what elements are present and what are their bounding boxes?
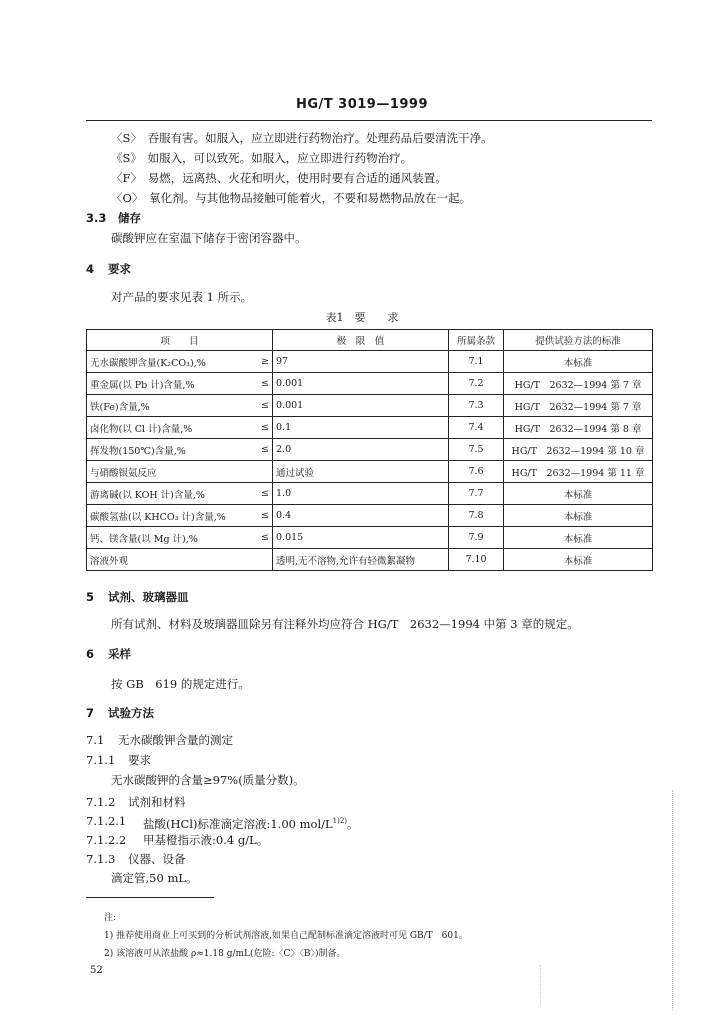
row-operator: ≤ xyxy=(253,505,273,527)
row-clause: 7.9 xyxy=(449,527,504,549)
row-item: 钙、镁含量(以 Mg 计),% xyxy=(87,527,253,549)
row-item: 卤化物(以 Cl 计)含量,% xyxy=(87,417,253,439)
section-7-1-3-title: 仪器、设备 xyxy=(128,852,186,866)
row-clause: 7.10 xyxy=(449,549,504,571)
row-method: 本标准 xyxy=(504,351,653,373)
page-header: HG/T 3019—1999 xyxy=(295,97,429,112)
row-limit: 0.001 xyxy=(273,373,449,395)
section-7-1-1-title: 要求 xyxy=(128,753,151,767)
safety-line-2: 《S》 如服入，可以致死。如服入，应立即进行药物治疗。 xyxy=(111,151,413,165)
row-operator: ≤ xyxy=(253,483,273,505)
row-operator: ≤ xyxy=(253,527,273,549)
row-limit: 1.0 xyxy=(273,483,449,505)
table-row xyxy=(87,439,653,461)
scan-edge-mark xyxy=(672,790,673,1010)
table-row xyxy=(87,351,653,373)
row-method: HG/T 2632—1994 第 7 章 xyxy=(504,395,653,417)
row-item: 与硝酸银氨反应 xyxy=(87,461,253,483)
row-operator: ≤ xyxy=(253,373,273,395)
safety-line-4: 〈O〉 氧化剂。与其他物品接触可能着火，不要和易燃物品放在一起。 xyxy=(111,191,472,205)
table-header-row xyxy=(87,330,653,351)
requirements-table xyxy=(86,329,653,571)
row-method: HG/T 2632—1994 第 11 章 xyxy=(504,461,653,483)
row-method: 本标准 xyxy=(504,483,653,505)
section-7-1-2-title: 试剂和材料 xyxy=(128,795,186,809)
section-7-1-3-number: 7.1.3 xyxy=(86,852,116,866)
table-row xyxy=(87,527,653,549)
row-clause: 7.8 xyxy=(449,505,504,527)
row-limit: 透明,无不溶物,允许有轻微絮凝物 xyxy=(273,549,449,571)
row-clause: 7.5 xyxy=(449,439,504,461)
row-item: 游离碱(以 KOH 计)含量,% xyxy=(87,483,253,505)
row-limit: 0.001 xyxy=(273,395,449,417)
row-limit: 2.0 xyxy=(273,439,449,461)
section-7-1-2-1-body xyxy=(143,814,359,831)
safety-line-3: 〈F〉 易燃，远离热、火花和明火，使用时要有合适的通风装置。 xyxy=(111,171,447,185)
table-row xyxy=(87,373,653,395)
page-number: 52 xyxy=(90,965,103,976)
table-row xyxy=(87,417,653,439)
footnote-rule xyxy=(86,897,214,898)
row-clause: 7.6 xyxy=(449,461,504,483)
table-row xyxy=(87,461,653,483)
header-method: 提供试验方法的标准 xyxy=(504,330,653,351)
row-method: HG/T 2632—1994 第 10 章 xyxy=(504,439,653,461)
header-limit: 极 限 值 xyxy=(273,330,449,351)
row-item: 溶液外观 xyxy=(87,549,253,571)
section-7-1-number: 7.1 xyxy=(86,733,105,747)
section-7-title: 试验方法 xyxy=(108,706,154,720)
section-6-title: 采样 xyxy=(108,647,131,661)
row-item: 碳酸氢盐(以 KHCO₃ 计)含量,% xyxy=(87,505,253,527)
section-5-number: 5 xyxy=(86,590,95,604)
section-7-1-1-body: 无水碳酸钾的含量≥97%(质量分数)。 xyxy=(111,773,305,787)
section-6-body: 按 GB 619 的规定进行。 xyxy=(111,677,250,691)
footnote-ref: 1)2) xyxy=(332,817,348,825)
header-clause: 所属条款 xyxy=(449,330,504,351)
row-item: 挥发物(150℃)含量,% xyxy=(87,439,253,461)
row-limit: 0.1 xyxy=(273,417,449,439)
section-7-1-2-1-tail: 。 xyxy=(347,816,359,831)
row-operator: ≥ xyxy=(253,351,273,373)
section-7-1-2-2-body: 甲基橙指示液:0.4 g/L。 xyxy=(143,833,269,847)
section-7-1-title: 无水碳酸钾含量的测定 xyxy=(118,733,233,747)
row-item: 铁(Fe)含量,% xyxy=(87,395,253,417)
footnote-1: 1) 推荐使用商业上可买到的分析试剂溶液,如果自己配制标准滴定溶液时可见 GB/T 601。 xyxy=(104,931,468,941)
section-7-1-2-1-text: 盐酸(HCl)标准滴定溶液:1.00 mol/L xyxy=(143,816,333,831)
table-row xyxy=(87,505,653,527)
row-method: HG/T 2632—1994 第 7 章 xyxy=(504,373,653,395)
row-method: 本标准 xyxy=(504,549,653,571)
section-6-number: 6 xyxy=(86,647,95,661)
row-limit: 97 xyxy=(273,351,449,373)
section-7-1-2-number: 7.1.2 xyxy=(86,795,116,809)
section-7-1-2-2-number: 7.1.2.2 xyxy=(86,833,127,847)
row-clause: 7.2 xyxy=(449,373,504,395)
footnote-2: 2) 该溶液可从浓盐酸 ρ≈1.18 g/mL(危险:〈C〉〈B〉)制备。 xyxy=(104,949,346,959)
section-5-body: 所有试剂、材料及玻璃器皿除另有注释外均应符合 HG/T 2632—1994 中第 3 章的规定。 xyxy=(111,617,579,631)
row-clause: 7.7 xyxy=(449,483,504,505)
section-4-body: 对产品的要求见表 1 所示。 xyxy=(111,290,253,304)
table-caption: 表1 要 求 xyxy=(325,311,399,324)
section-4-title: 要求 xyxy=(108,262,131,276)
header-rule xyxy=(86,120,652,121)
row-operator: ≤ xyxy=(253,439,273,461)
section-5-title: 试剂、玻璃器皿 xyxy=(108,590,189,604)
row-limit: 0.015 xyxy=(273,527,449,549)
row-method: 本标准 xyxy=(504,527,653,549)
section-7-1-2-1-number: 7.1.2.1 xyxy=(86,814,127,828)
row-clause: 7.4 xyxy=(449,417,504,439)
row-method: HG/T 2632—1994 第 8 章 xyxy=(504,417,653,439)
section-4-number: 4 xyxy=(86,262,95,276)
table-row xyxy=(87,549,653,571)
row-operator xyxy=(253,549,273,571)
row-operator xyxy=(253,461,273,483)
section-7-1-1-number: 7.1.1 xyxy=(86,753,116,767)
notes-label: 注: xyxy=(104,913,117,923)
section-7-1-3-body: 滴定管,50 mL。 xyxy=(111,871,198,885)
safety-line-1: 〈S〉 吞服有害。如服入，应立即进行药物治疗。处理药品后要清洗干净。 xyxy=(111,131,493,145)
section-7-number: 7 xyxy=(86,706,95,720)
row-clause: 7.3 xyxy=(449,395,504,417)
section-3-3-title: 储存 xyxy=(118,211,141,225)
scan-edge-mark-2 xyxy=(540,965,541,1005)
row-item: 无水碳酸钾含量(K₂CO₃),% xyxy=(87,351,253,373)
table-row xyxy=(87,483,653,505)
row-clause: 7.1 xyxy=(449,351,504,373)
header-item: 项 目 xyxy=(87,330,273,351)
section-3-3-body: 碳酸钾应在室温下储存于密闭容器中。 xyxy=(111,231,307,245)
row-operator: ≤ xyxy=(253,395,273,417)
row-limit: 0.4 xyxy=(273,505,449,527)
table-row xyxy=(87,395,653,417)
row-item: 重金属(以 Pb 计)含量,% xyxy=(87,373,253,395)
row-operator: ≤ xyxy=(253,417,273,439)
section-3-3-number: 3.3 xyxy=(86,211,107,225)
row-method: 本标准 xyxy=(504,505,653,527)
row-limit: 通过试验 xyxy=(273,461,449,483)
